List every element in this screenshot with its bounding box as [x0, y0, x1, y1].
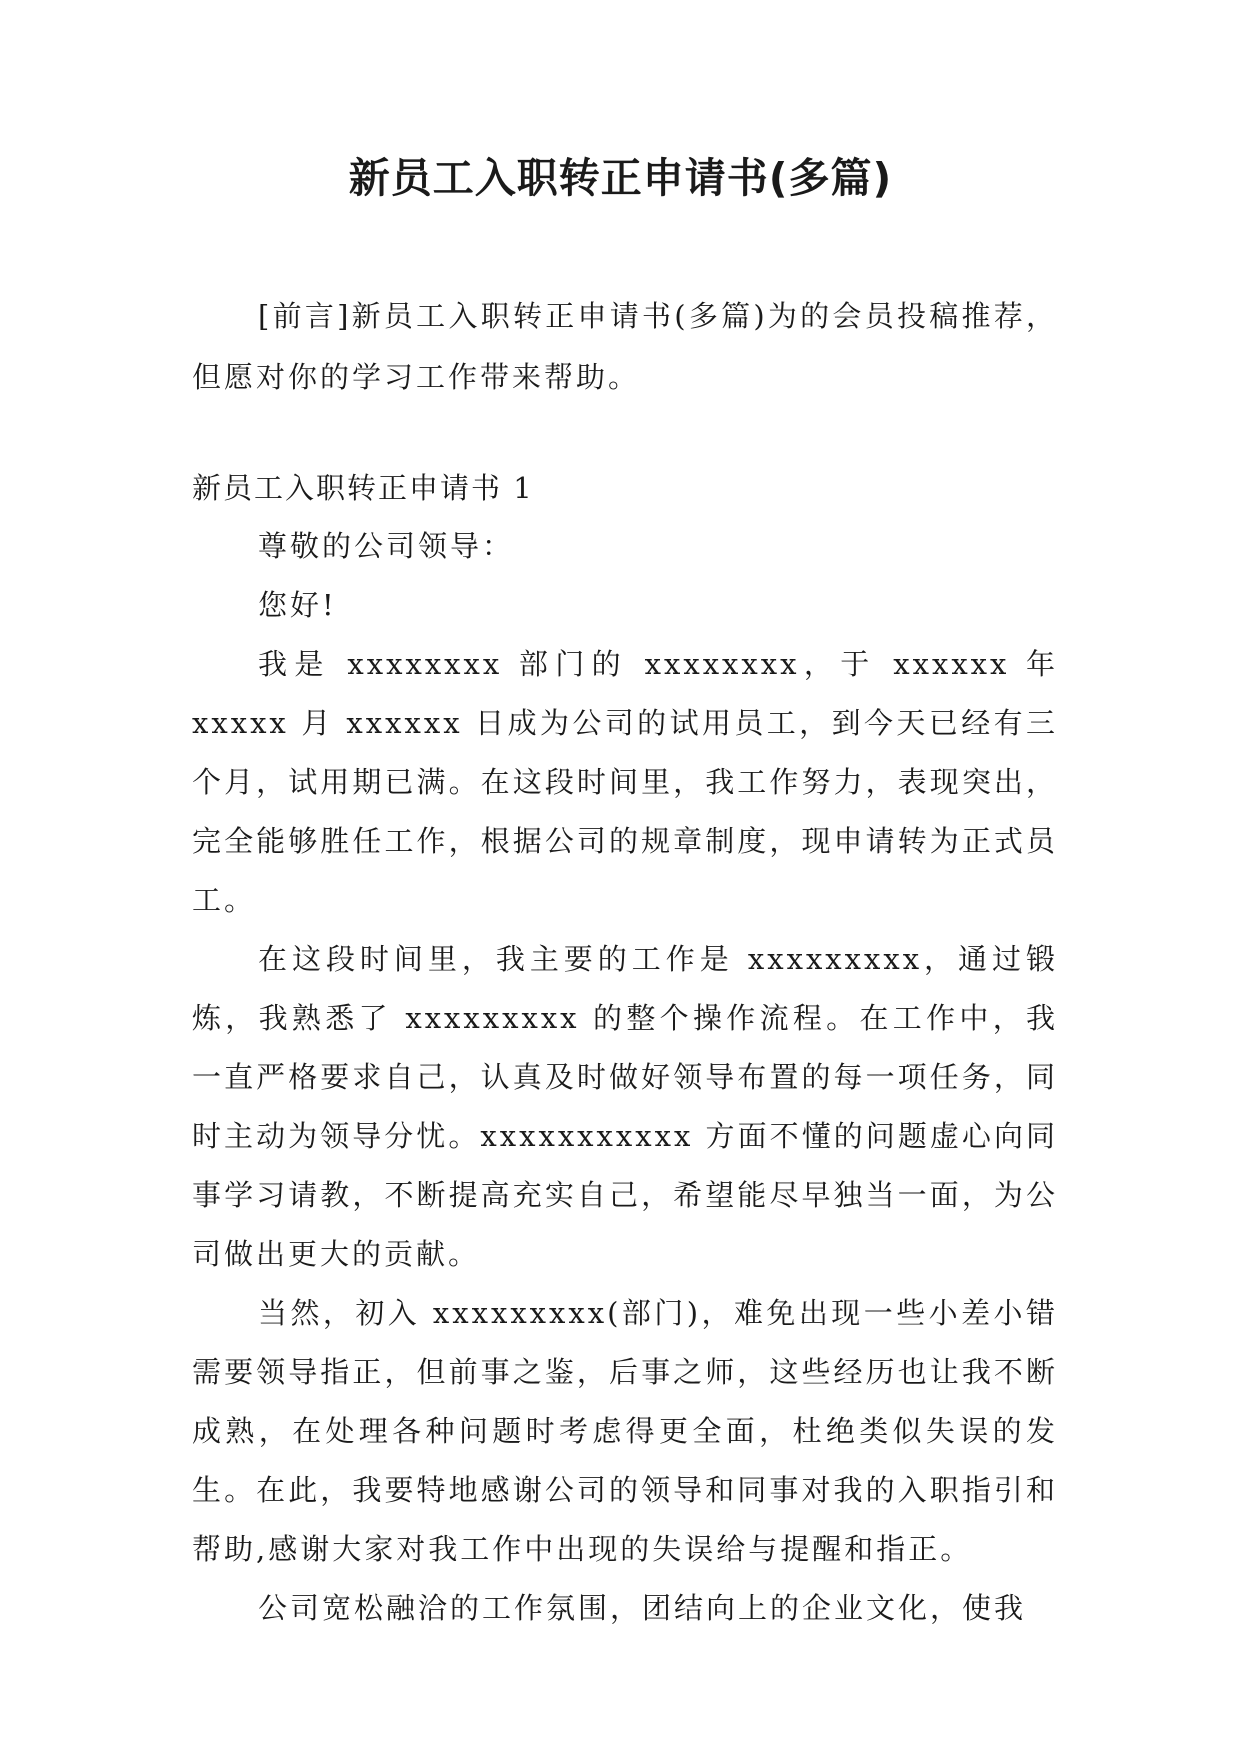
greeting: 您好! — [258, 588, 337, 622]
body-paragraph: 当然，初入 xxxxxxxxx(部门)，难免出现一些小差小错需要领导指正，但前事之鉴，后事之师，这些经历也让我不断成熟，在处理各种问题时考虑得更全面，杜绝类似失误的发生。在此，我要特地感谢公司的领导和同事对我的入职指引和帮助,感谢大家对我工作中出现的失误给与提醒和指正。 — [192, 1296, 1058, 1566]
body-paragraph: 在这段时间里，我主要的工作是 xxxxxxxxx，通过锻炼，我熟悉了 xxxxxxxxx 的整个操作流程。在工作中，我一直严格要求自己，认真及时做好领导布置的每一项任务，同时主动为领导分忧。xxxxxxxxxxx 方面不懂的问题虚心向同事学习请教，不断提高充实自己，希望能尽早独当一面，为公司做出更大的贡献。 — [192, 942, 1058, 1271]
section-heading: 新员工入职转正申请书 1 — [192, 471, 534, 505]
body-paragraph: 公司宽松融洽的工作氛围，团结向上的企业文化，使我 — [258, 1591, 1027, 1625]
letter-body — [192, 517, 1058, 1638]
preface-paragraph: [前言]新员工入职转正申请书(多篇)为的会员投稿推荐，但愿对你的学习工作带来帮助。 — [192, 299, 1058, 394]
salutation: 尊敬的公司领导： — [258, 529, 515, 563]
document-title: 新员工入职转正申请书(多篇) — [348, 154, 893, 202]
body-paragraph: 我是 xxxxxxxx 部门的 xxxxxxxx，于 xxxxxx 年 xxxxx 月 xxxxxx 日成为公司的试用员工，到今天已经有三个月，试用期已满。在这段时间里，我工作努力，表现突出，完全能够胜任工作，根据公司的规章制度，现申请转为正式员工。 — [192, 647, 1058, 917]
